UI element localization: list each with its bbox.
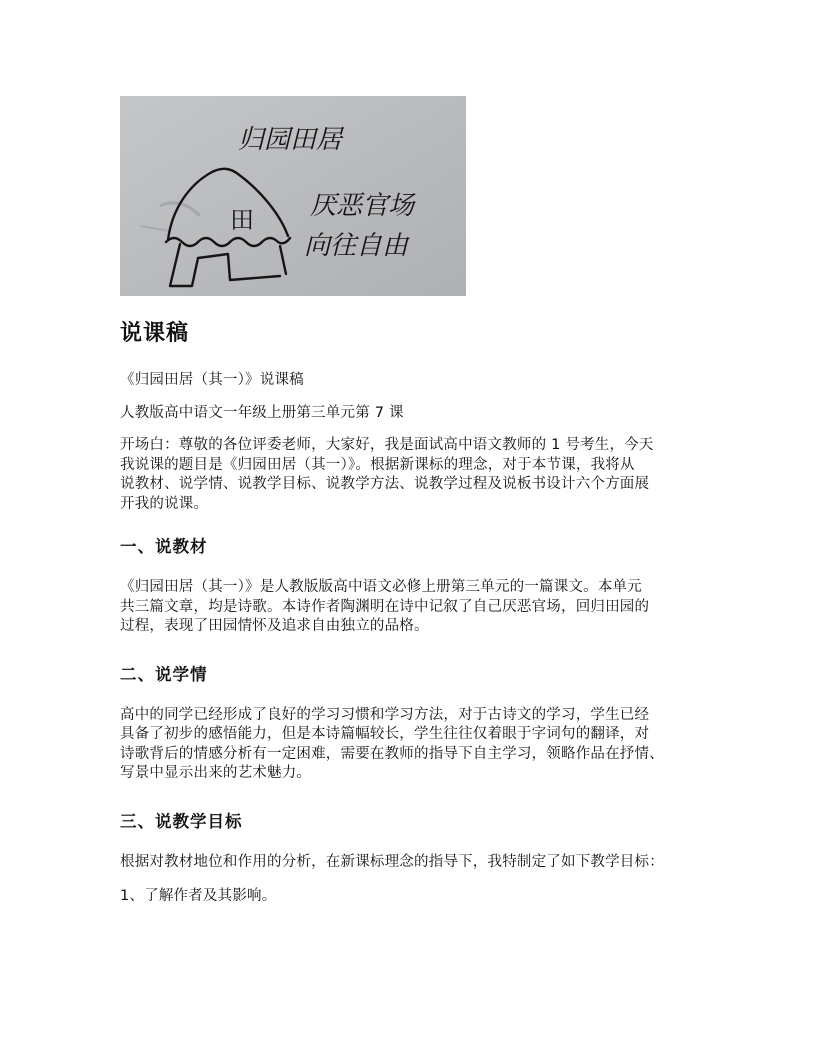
opening-line: 我说课的题目是《归园田居（其一）》。根据新课标的理念，对于本节课，我将从 — [120, 456, 635, 473]
section2-line: 具备了初步的感悟能力，但是本诗篇幅较长，学生往往仅着眼于字词句的翻译，对 — [120, 726, 650, 742]
opening-line: 开场白：尊敬的各位评委老师，大家好，我是面试高中语文教师的 1 号考生，今天 — [120, 437, 654, 453]
blackboard-photo — [120, 96, 466, 296]
section-heading-students: 二、说学情 — [120, 664, 208, 684]
board-title-text: 归园田居 — [238, 125, 343, 155]
section2-line: 诗歌背后的情感分析有一定困难，需要在教师的指导下自主学习，领略作品在抒情、 — [120, 745, 664, 762]
section1-line: 《归园田居（其一）》是人教版版高中语文必修上册第三单元的一篇课文。本单元 — [120, 579, 642, 595]
opening-paragraph — [120, 436, 710, 514]
section-heading-textbook: 一、说教材 — [120, 537, 208, 556]
blackboard-drawing — [120, 96, 466, 296]
opening-line: 开我的说课。 — [120, 495, 209, 512]
section1-line: 共三篇文章，均是诗歌。本诗作者陶渊明在诗中记叙了自己厌恶官场，回归田园的 — [120, 598, 650, 615]
board-line2-text: 向往自由 — [304, 231, 409, 261]
section1-line: 过程，表现了田园情怀及追求自由独立的品格。 — [120, 618, 429, 634]
lesson-title: 《归园田居（其一）》说课稿 — [120, 372, 304, 388]
document-body — [120, 318, 710, 922]
objective-item-1: 1、了解作者及其影响。 — [120, 888, 277, 904]
section2-line: 写景中显示出来的艺术魅力。 — [120, 765, 312, 781]
objectives-intro: 根据对教材地位和作用的分析，在新课标理念的指导下，我特制定了如下教学目标： — [120, 853, 664, 870]
section1-paragraph — [120, 578, 710, 637]
section2-paragraph — [120, 706, 710, 784]
opening-line: 说教材、说学情、说教学目标、说教学方法、说教学过程及说板书设计六个方面展 — [120, 476, 650, 492]
board-roof-text: 田 — [230, 206, 254, 234]
textbook-info: 人教版高中语文一年级上册第三单元第 7 课 — [120, 404, 404, 421]
section-heading-objectives: 三、说教学目标 — [120, 811, 243, 831]
document-title: 说课稿 — [120, 321, 190, 346]
board-line1-text: 厌恶官场 — [310, 191, 415, 221]
section2-line: 高中的同学已经形成了良好的学习习惯和学习方法，对于古诗文的学习，学生已经 — [120, 706, 650, 723]
